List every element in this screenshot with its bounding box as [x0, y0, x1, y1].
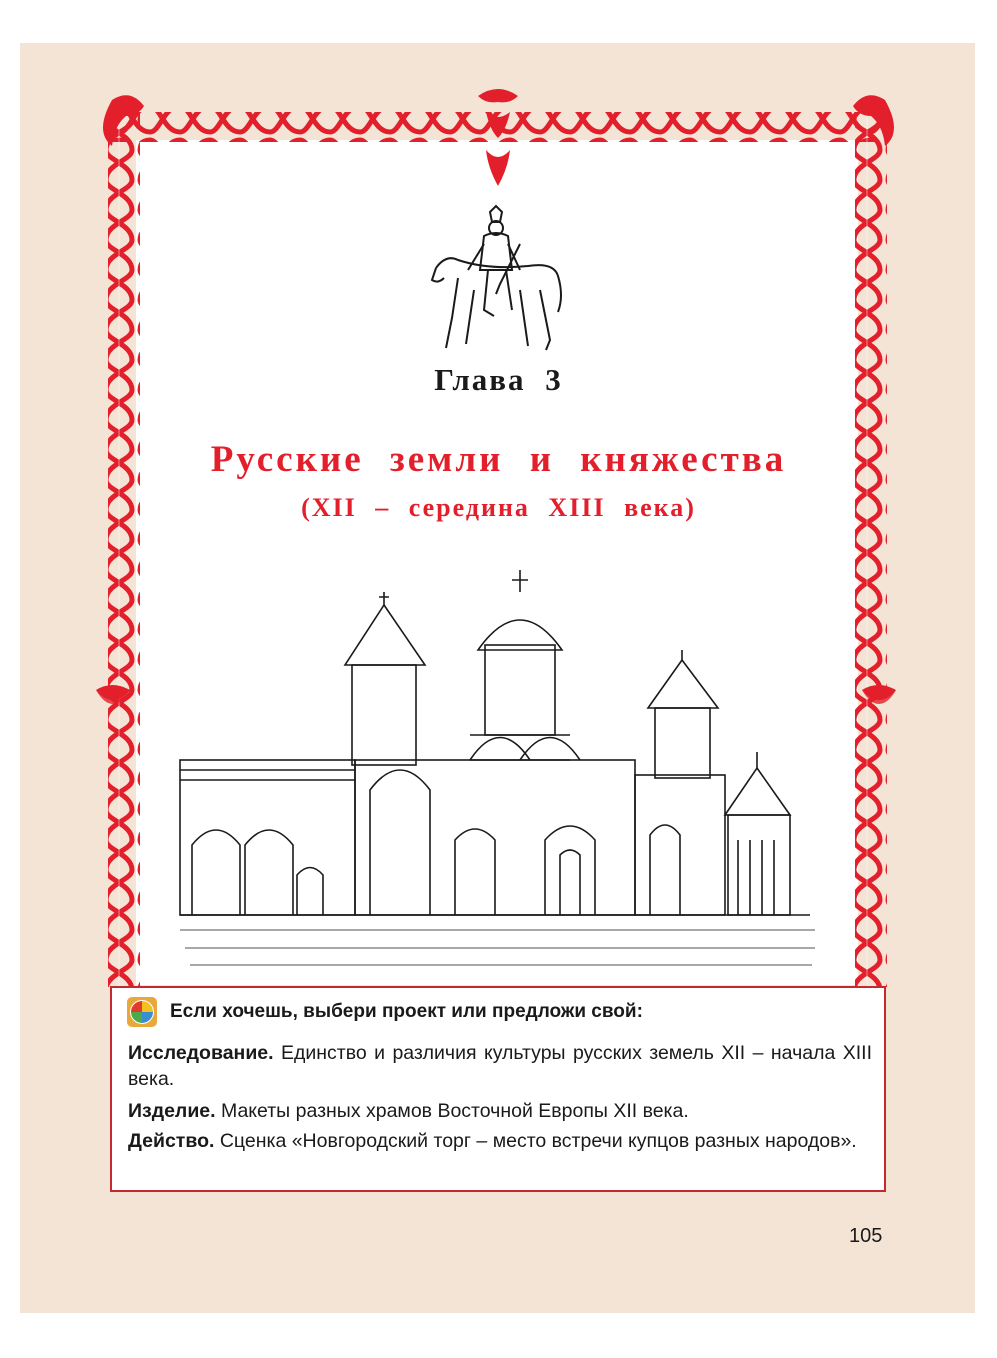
chapter-subtitle: (XII – середина XIII века)	[301, 493, 696, 522]
chapter-title: Русские земли и княжества	[210, 439, 787, 480]
frame-left	[108, 112, 140, 987]
chapter-label: Глава 3	[434, 362, 563, 397]
four-color-circle-icon	[126, 996, 158, 1028]
project-item-play	[128, 1128, 872, 1154]
project-box-heading: Если хочешь, выбери проект или предложи свой:	[170, 1001, 643, 1022]
project-box-header	[126, 996, 643, 1028]
project-item-text: Макеты разных храмов Восточной Европы XII века.	[221, 1100, 689, 1122]
project-item-text: Сценка «Новгородский торг – место встречи купцов разных народов».	[219, 1130, 857, 1152]
project-item-craft	[128, 1098, 872, 1124]
frame-right	[855, 112, 887, 987]
project-item-label: Изделие.	[128, 1100, 216, 1122]
project-item-research	[128, 1040, 872, 1092]
project-box	[110, 986, 886, 1192]
project-item-label: Действо.	[128, 1130, 215, 1152]
project-item-label: Исследование.	[128, 1042, 274, 1064]
project-item-text: Единство и различия культуры русских земель XII – начала XIII века.	[128, 1042, 872, 1090]
page-number: 105	[849, 1225, 883, 1247]
